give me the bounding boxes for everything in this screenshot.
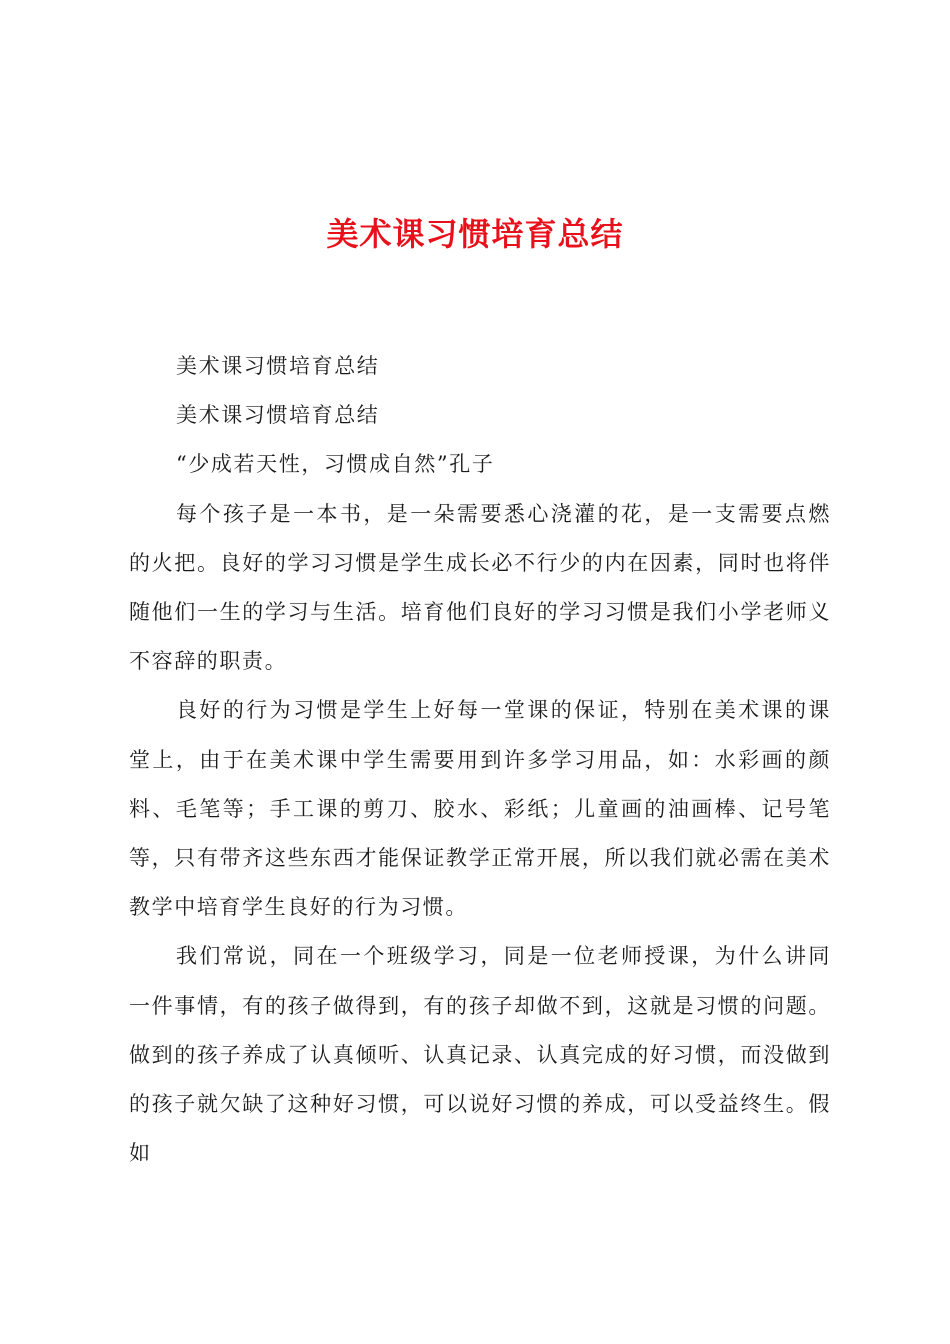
paragraph-1: 每个孩子是一本书，是一朵需要悉心浇灌的花，是一支需要点燃的火把。良好的学习习惯是学生成长必不行少的内在因素，同时也将伴随他们一生的学习与生活。培育他们良好的学习习惯是我们小学老师义不容辞的职责。 bbox=[129, 501, 831, 674]
paragraph-quote: “少成若天性，习惯成自然”孔子 bbox=[176, 452, 495, 477]
document-body bbox=[129, 342, 831, 1178]
paragraph-3: 我们常说，同在一个班级学习，同是一位老师授课，为什么讲同一件事情，有的孩子做得到，有的孩子却做不到，这就是习惯的问题。做到的孩子养成了认真倾听、认真记录、认真完成的好习惯，而没做到的孩子就欠缺了这种好习惯，可以说好习惯的养成，可以受益终生。假如 bbox=[129, 944, 831, 1166]
paragraph-subtitle-2: 美术课习惯培育总结 bbox=[176, 403, 380, 428]
paragraph-2: 良好的行为习惯是学生上好每一堂课的保证，特别在美术课的课堂上，由于在美术课中学生需要用到许多学习用品，如：水彩画的颜料、毛笔等；手工课的剪刀、胶水、彩纸；儿童画的油画棒、记号笔等，只有带齐这些东西才能保证教学正常开展，所以我们就必需在美术教学中培育学生良好的行为习惯。 bbox=[129, 698, 831, 920]
page-title: 美术课习惯培育总结 bbox=[326, 215, 624, 253]
paragraph-subtitle-1: 美术课习惯培育总结 bbox=[176, 354, 380, 378]
